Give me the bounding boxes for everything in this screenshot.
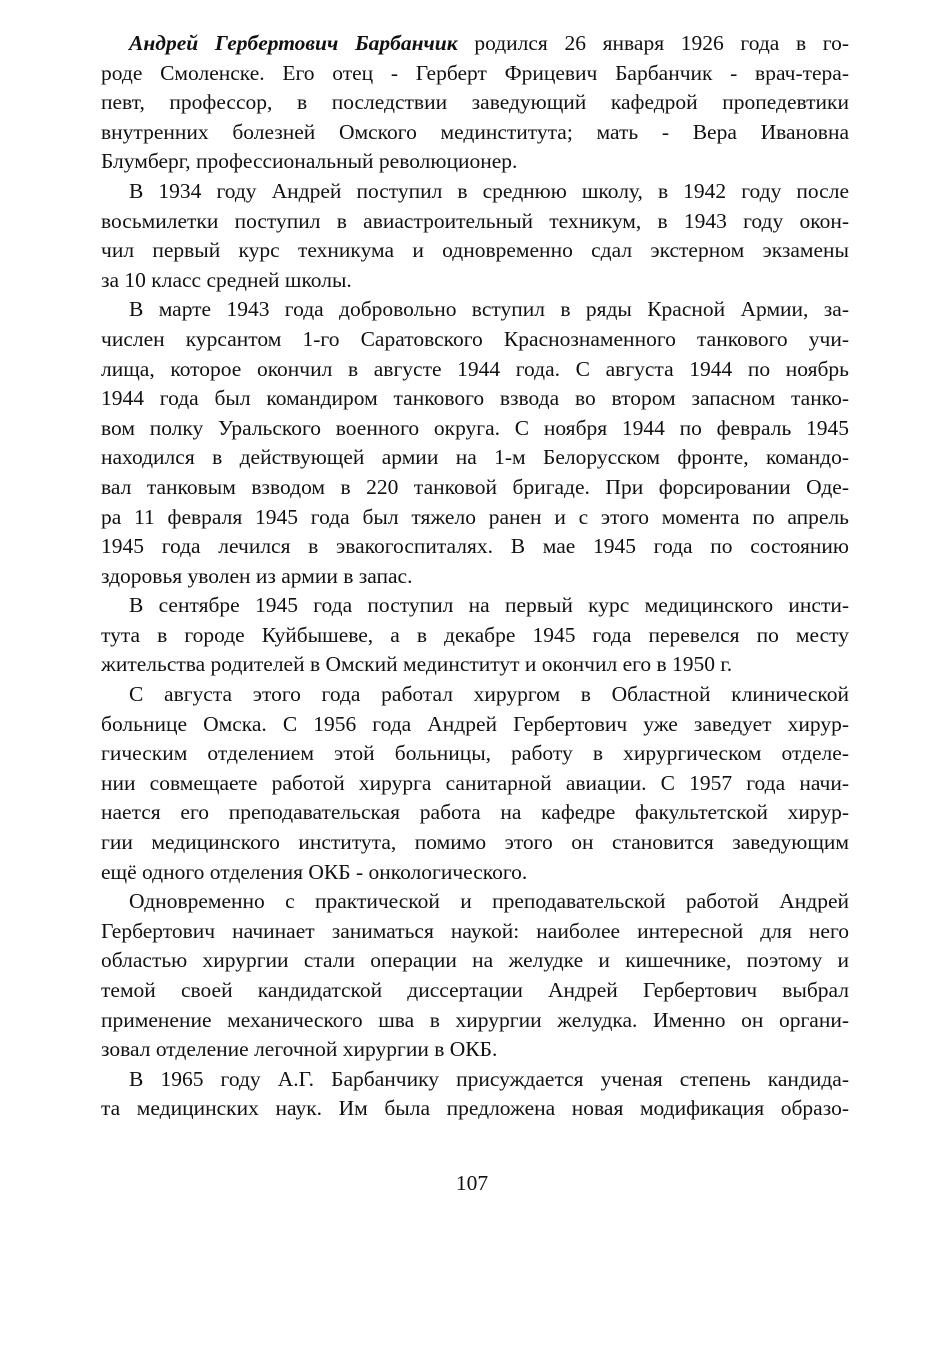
paragraph-7 (101, 1065, 849, 1124)
text-line: нии совмещаете работой хирурга санитарной авиации. С 1957 года начи- (101, 770, 849, 795)
document-body (101, 29, 849, 1124)
text-line: здоровья уволен из армии в запас. (101, 563, 413, 588)
text-line: В 1965 году А.Г. Барбанчику присуждается ученая степень кандида- (129, 1066, 849, 1091)
text-line: гии медицинского института, помимо этого он становится заведующим (101, 830, 849, 855)
text-line: числен курсантом 1-го Саратовского Краснознаменного танкового учи- (101, 326, 849, 351)
text-line: лища, которое окончил в августе 1944 года. С августа 1944 по ноябрь (101, 356, 849, 381)
text-line: Одновременно с практической и преподавательской работой Андрей (129, 889, 849, 914)
text-line: тута в городе Куйбышеве, а в декабре 1945 года перевелся по месту (101, 622, 849, 647)
paragraph-2 (101, 177, 849, 295)
text-line: певт, профессор, в последствии заведующий кафедрой пропедевтики (101, 90, 849, 115)
text-line: внутренних болезней Омского мединститута; мать - Вера Ивановна (101, 119, 849, 144)
text-line: Блумберг, профессиональный революционер. (101, 149, 518, 174)
paragraph-4 (101, 591, 849, 680)
text-line: Гербертович начинает заниматься наукой: наиболее интересной для него (101, 918, 849, 943)
text-line: ра 11 февраля 1945 года был тяжело ранен и с этого момента по апрель (101, 504, 849, 529)
text-line: областью хирургии стали операции на желудке и кишечнике, поэтому и (101, 948, 849, 973)
paragraph-6 (101, 887, 849, 1065)
text-line: гическим отделением этой больницы, работу в хирургическом отделе- (101, 741, 849, 766)
text-line: восьмилетки поступил в авиастроительный техникум, в 1943 году окон- (101, 208, 849, 233)
text-line: темой своей кандидатской диссертации Андрей Гербертович выбрал (101, 978, 849, 1002)
text-line: вал танковым взводом в 220 танковой бригаде. При форсировании Оде- (101, 474, 849, 499)
text-line: та медицинских наук. Им была предложена новая модификация образо- (101, 1096, 849, 1121)
text-line: находился в действующей армии на 1-м Белорусском фронте, командо- (101, 445, 849, 470)
text-line: зовал отделение легочной хирургии в ОКБ. (101, 1037, 498, 1062)
text-line: ещё одного отделения ОКБ - онкологического. (101, 859, 528, 884)
text-line: роде Смоленске. Его отец - Герберт Фрицевич Барбанчик - врач-тера- (101, 60, 849, 85)
text-line: больнице Омска. С 1956 года Андрей Гербертович уже заведует хирур- (101, 711, 849, 736)
text-line: вом полку Уральского военного округа. С ноября 1944 по февраль 1945 (101, 415, 849, 440)
text-line: С августа этого года работал хирургом в Областной клинической (129, 682, 849, 707)
text-line: Андрей Гербертович Барбанчик родился 26 января 1926 года в го- (129, 31, 849, 55)
person-name: Андрей Гербертович Барбанчик (129, 31, 458, 55)
page-number: 107 (455, 1171, 489, 1195)
text-line: В марте 1943 года добровольно вступил в ряды Красной Армии, за- (129, 297, 849, 322)
text-line: за 10 класс средней школы. (101, 267, 352, 292)
text-line: применение механического шва в хирургии желудка. Именно он органи- (101, 1007, 849, 1032)
paragraph-1 (101, 29, 849, 177)
text-line: нается его преподавательская работа на кафедре факультетской хирур- (101, 800, 849, 825)
text-line: жительства родителей в Омский мединститут и окончил его в 1950 г. (101, 652, 733, 677)
text-line: В 1934 году Андрей поступил в среднюю школу, в 1942 году после (129, 178, 849, 203)
text-line: 1945 года лечился в эвакогоспиталях. В мае 1945 года по состоянию (101, 534, 849, 559)
paragraph-3 (101, 295, 849, 591)
text-line: В сентябре 1945 года поступил на первый курс медицинского инсти- (129, 593, 849, 618)
text-line: 1944 года был командиром танкового взвода во втором запасном танко- (101, 386, 849, 411)
text-line: чил первый курс техникума и одновременно сдал экстерном экзамены (101, 238, 849, 263)
paragraph-5 (101, 680, 849, 887)
